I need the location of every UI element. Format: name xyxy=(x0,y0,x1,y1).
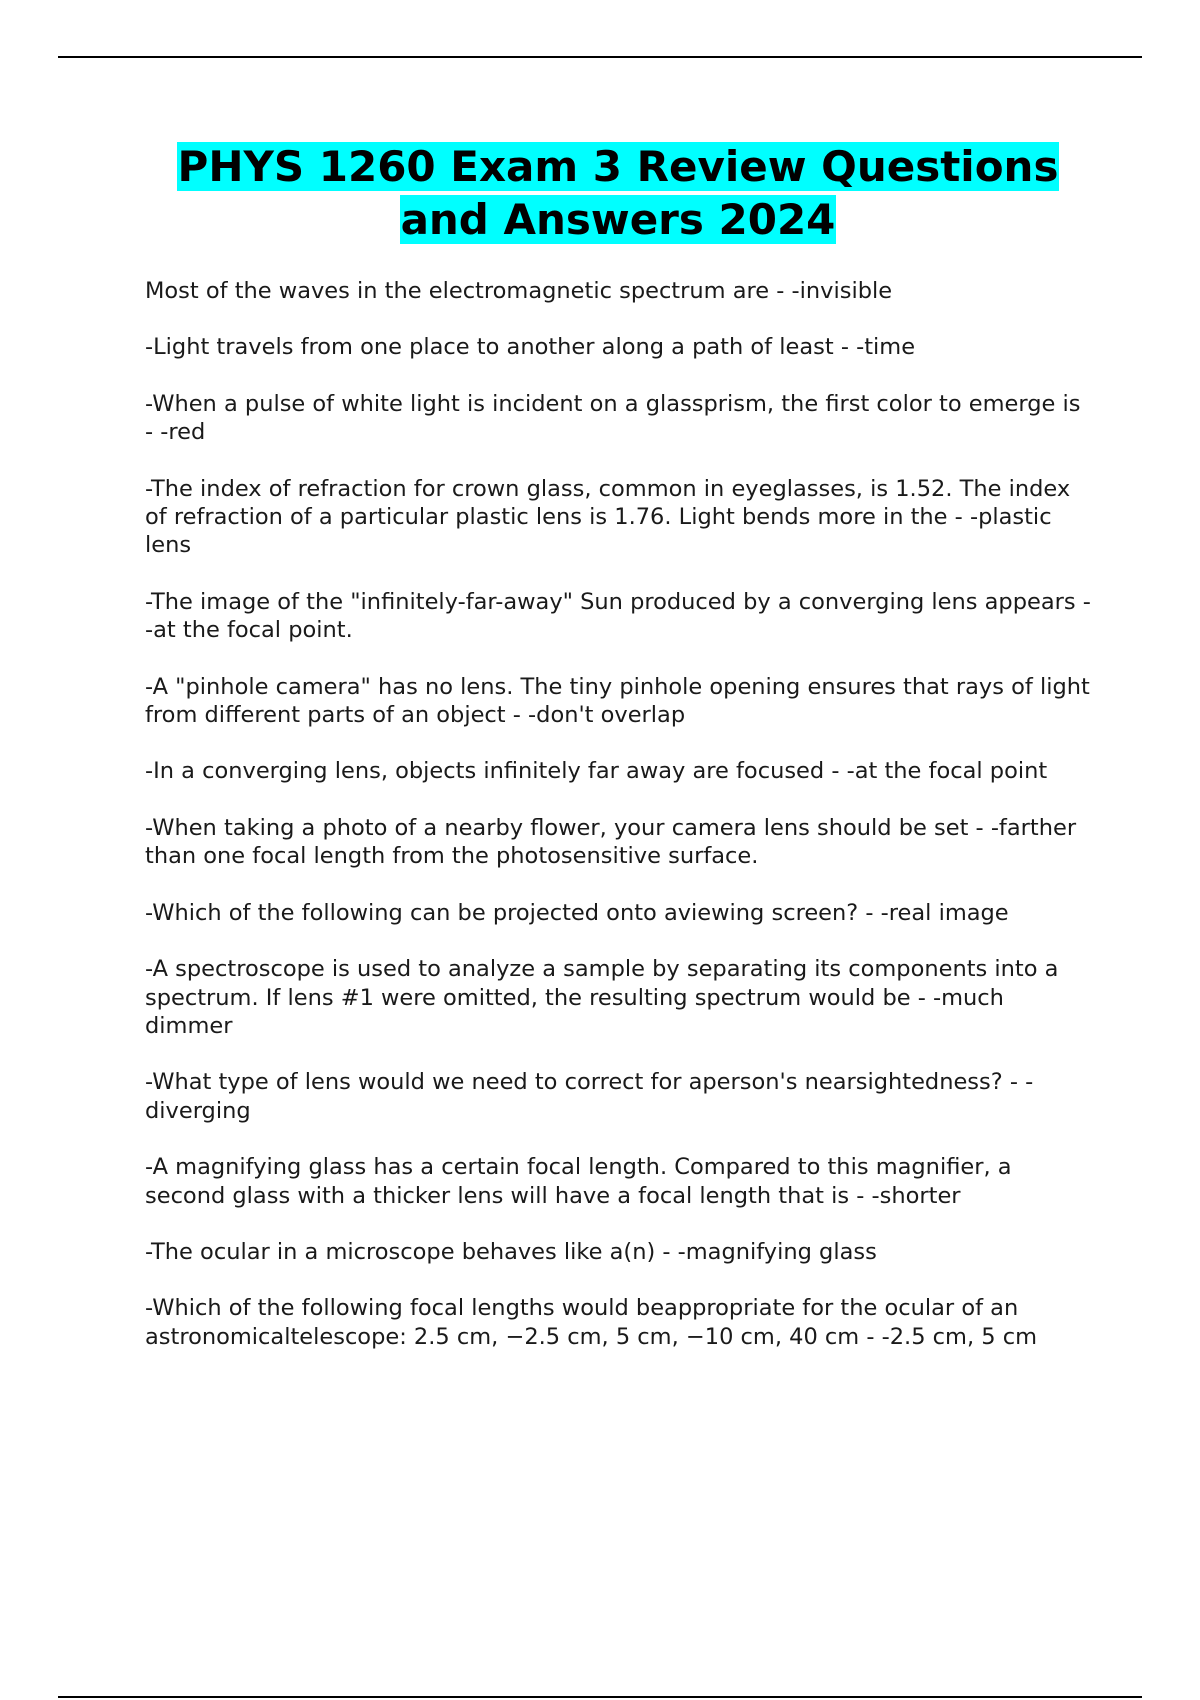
qa-item: -A magnifying glass has a certain focal length. Compared to this magnifier, a second glass with a thicker lens will have a focal length that is - -shorter xyxy=(145,1154,1012,1209)
title-text: PHYS 1260 Exam 3 Review Questions and Answers 2024 xyxy=(177,142,1059,244)
bottom-rule xyxy=(58,1696,1142,1698)
qa-item: -The image of the "infinitely-far-away" Sun produced by a converging lens appears - -at the focal point. xyxy=(145,588,1091,644)
page-title xyxy=(140,140,1096,246)
qa-item: -Which of the following focal lengths would beappropriate for the ocular of an astronomicaltelescope: 2.5 cm, −2.5 cm, 5 cm, −10 cm, 40 cm - -2.5 cm, 5 cm xyxy=(145,1295,1038,1350)
qa-item: Most of the waves in the electromagnetic spectrum are - -invisible xyxy=(145,278,893,304)
qa-item: -A spectroscope is used to analyze a sample by separating its components into a spectrum. If lens #1 were omitted, the resulting spectrum would be - -much dimmer xyxy=(145,956,1059,1039)
qa-item: -When a pulse of white light is incident on a glassprism, the first color to emerge is - -red xyxy=(145,390,1081,446)
qa-item: -What type of lens would we need to correct for aperson's nearsightedness? - -diverging xyxy=(145,1069,1034,1124)
qa-item: -The index of refraction for crown glass, common in eyeglasses, is 1.52. The index of refraction of a particular plastic lens is 1.76. Light bends more in the - -plastic lens xyxy=(145,475,1071,559)
top-rule xyxy=(58,56,1142,58)
qa-item: -In a converging lens, objects infinitely far away are focused - -at the focal point xyxy=(145,758,1048,785)
qa-item: -Light travels from one place to another along a path of least - -time xyxy=(145,334,916,361)
qa-item: -The ocular in a microscope behaves like a(n) - -magnifying glass xyxy=(145,1238,877,1265)
qa-item: -When taking a photo of a nearby flower, your camera lens should be set - -farther than one focal length from the photosensitive surface. xyxy=(145,814,1077,870)
qa-list xyxy=(145,277,1091,1379)
qa-item: -Which of the following can be projected onto aviewing screen? - -real image xyxy=(145,899,1009,926)
qa-item: -A "pinhole camera" has no lens. The tiny pinhole opening ensures that rays of light from different parts of an object - -don't overlap xyxy=(145,673,1090,729)
